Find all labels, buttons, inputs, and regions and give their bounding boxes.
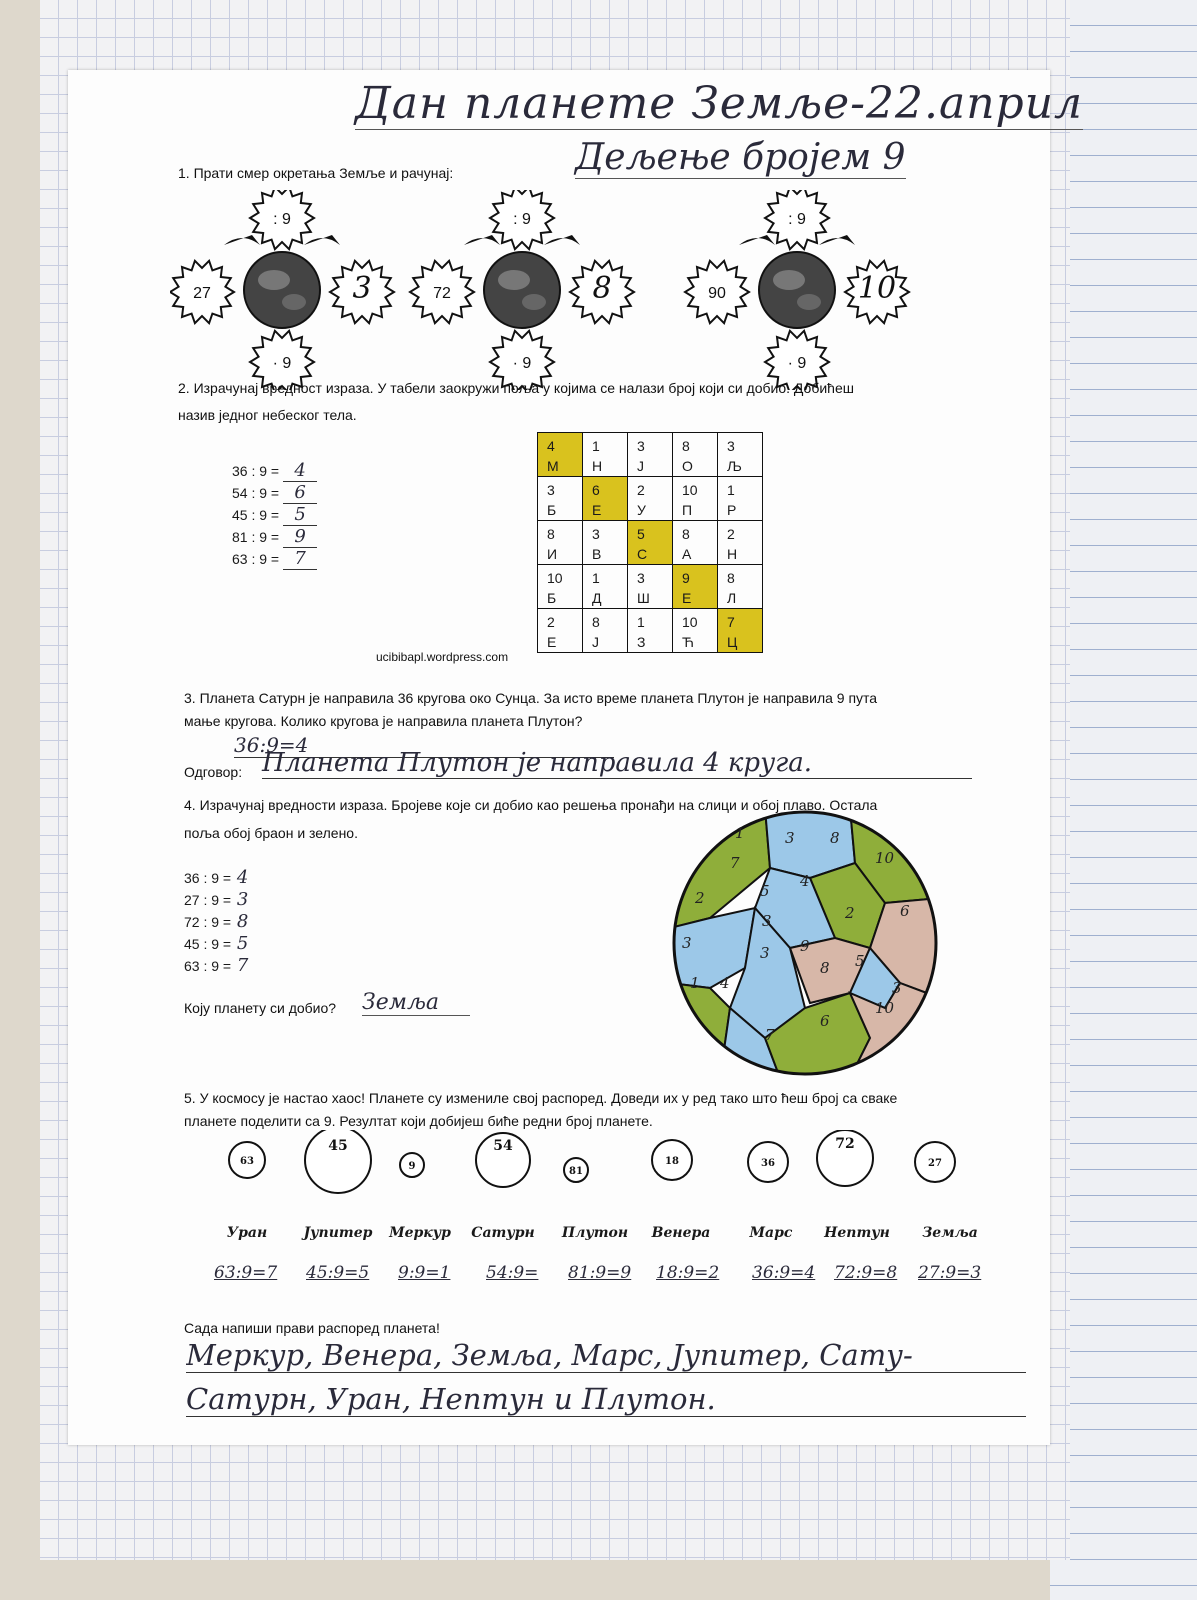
cell-number: 6 <box>592 482 600 498</box>
expression: 27 : 9 = <box>184 892 232 908</box>
planet-number: 27 <box>928 1158 942 1169</box>
rotation-arrow-icon <box>819 235 855 245</box>
task3-prompt-line2: мање кругова. Колико кругова је направила планета Плутон? <box>184 713 583 729</box>
cell-number: 3 <box>637 438 645 454</box>
planet-name: Уран <box>226 1225 268 1241</box>
cell-letter: С <box>637 546 648 562</box>
cell-number: 3 <box>727 438 735 454</box>
map-number: 10 <box>875 999 895 1017</box>
map-number: 3 <box>760 944 770 962</box>
handwritten-answer: 4 <box>231 867 249 888</box>
planet-equation: 18:9=2 <box>656 1263 720 1283</box>
handwritten-answer: 5 <box>283 504 317 526</box>
wheel-value-left: 27 <box>193 285 211 302</box>
map-number: 10 <box>875 849 895 867</box>
expression-row <box>232 526 317 548</box>
grid-cell <box>537 432 583 477</box>
wheel-value-top: : 9 <box>788 211 806 228</box>
cell-number: 10 <box>682 482 698 498</box>
map-number: 6 <box>900 902 910 920</box>
planet-equation: 54:9= <box>486 1263 539 1283</box>
planet-number: 72 <box>835 1136 855 1152</box>
grid-cell <box>537 476 583 521</box>
cell-number: 8 <box>592 614 600 630</box>
expression: 36 : 9 = <box>184 870 232 886</box>
cell-letter: Ћ <box>682 634 694 650</box>
right-notebook-page <box>1050 0 1197 1600</box>
cell-number: 2 <box>637 482 645 498</box>
letter-grid <box>537 432 767 657</box>
planet-name: Меркур <box>389 1225 451 1241</box>
task2-prompt-line2: назив једног небеског тела. <box>178 407 357 423</box>
cell-number: 8 <box>682 526 690 542</box>
planet-equation: 72:9=8 <box>834 1263 898 1283</box>
planet-equation: 81:9=9 <box>568 1263 632 1283</box>
cell-letter: А <box>682 546 692 562</box>
planet-name: Земља <box>922 1225 978 1241</box>
page-title: Дан планете Земље-22.април <box>355 78 1084 129</box>
planet-number: 36 <box>761 1158 775 1169</box>
handwritten-answer: 3 <box>231 889 249 910</box>
continent <box>797 294 821 310</box>
grid-cell <box>627 608 673 653</box>
grid-cell <box>672 520 718 565</box>
map-region <box>670 983 730 1078</box>
task5-prompt-line1: 5. У космосу је настао хаос! Планете су измениле свој распоред. Доведи их у ред тако што ћеш број са сваке <box>184 1090 898 1106</box>
cell-number: 3 <box>592 526 600 542</box>
wheel-value-left: 72 <box>433 285 451 302</box>
cell-letter: Р <box>727 502 737 518</box>
cell-number: 3 <box>547 482 555 498</box>
handwritten-answer: 6 <box>283 482 317 504</box>
task3-work: 36:9=4 <box>234 733 614 758</box>
cell-letter: Н <box>727 546 738 562</box>
wheel-value-right: 3 <box>352 271 372 306</box>
expression-row <box>184 955 248 976</box>
earth-globe-icon <box>484 252 560 328</box>
expression: 45 : 9 = <box>232 507 280 523</box>
expression: 81 : 9 = <box>232 529 280 545</box>
cell-letter: Н <box>592 458 603 474</box>
map-number: 1 <box>735 824 745 842</box>
grid-cell <box>582 520 628 565</box>
planet-number: 63 <box>240 1156 254 1167</box>
cell-number: 2 <box>547 614 555 630</box>
cell-number: 8 <box>547 526 555 542</box>
planet-name: Нептун <box>824 1225 890 1241</box>
wheel-value-right: 8 <box>592 271 612 306</box>
expression-row <box>232 460 317 482</box>
map-number: 5 <box>760 882 770 900</box>
expression-row <box>232 504 317 526</box>
cell-number: 2 <box>727 526 735 542</box>
map-number: 5 <box>855 952 865 970</box>
cell-letter: В <box>592 546 602 562</box>
cell-number: 1 <box>637 614 645 630</box>
grid-cell <box>537 564 583 609</box>
expression-row <box>232 548 317 570</box>
map-number: 7 <box>765 1026 775 1044</box>
earth-map <box>670 808 940 1078</box>
grid-cell <box>627 520 673 565</box>
grid-cell <box>627 476 673 521</box>
grid-cell <box>537 520 583 565</box>
planet-number: 9 <box>408 1161 416 1172</box>
grid-cell <box>582 608 628 653</box>
cell-number: 10 <box>547 570 563 586</box>
handwritten-answer: 7 <box>231 955 249 976</box>
cell-number: 5 <box>637 526 645 542</box>
map-number: 2 <box>695 889 705 907</box>
map-number: 3 <box>762 912 772 930</box>
cell-letter: У <box>637 502 646 518</box>
planets-row <box>200 1130 1000 1230</box>
cell-letter: П <box>682 502 693 518</box>
grid-cell <box>627 564 673 609</box>
cell-letter: Е <box>547 634 557 650</box>
cell-letter: И <box>547 546 558 562</box>
rotation-arrow-icon <box>739 235 775 245</box>
task4-prompt-line2: поља обој браон и зелено. <box>184 825 358 841</box>
cell-letter: Ј <box>592 634 599 650</box>
rotation-arrow-icon <box>224 235 260 245</box>
map-number: 3 <box>892 979 902 997</box>
expression: 36 : 9 = <box>232 463 280 479</box>
planet-equation: 27:9=3 <box>918 1263 982 1283</box>
cell-number: 8 <box>682 438 690 454</box>
planet-number: 45 <box>328 1138 348 1154</box>
cell-letter: З <box>637 634 646 650</box>
planet-number: 81 <box>569 1166 583 1177</box>
handwritten-answer: 9 <box>283 526 317 548</box>
planet-name: Марс <box>749 1225 793 1241</box>
wheel-value-bottom: · 9 <box>512 355 532 372</box>
planet-name: Плутон <box>561 1225 629 1241</box>
grid-cell <box>537 608 583 653</box>
continent <box>258 270 290 290</box>
wheel-value-left: 90 <box>708 285 726 302</box>
planet-number: 18 <box>665 1156 679 1167</box>
planet-name: Јупитер <box>303 1225 373 1241</box>
task4-question: Коју планету си добио? <box>184 1000 337 1016</box>
grid-cell <box>672 432 718 477</box>
grid-cell <box>627 432 673 477</box>
continent <box>498 270 530 290</box>
map-number: 4 <box>800 872 810 890</box>
rotation-arrow-icon <box>304 235 340 245</box>
final-order-line1: Меркур, Венера, Земља, Марс, Јупитер, Сату- <box>186 1338 1026 1373</box>
map-number: 8 <box>820 959 830 977</box>
handwritten-answer: 7 <box>283 548 317 570</box>
cell-letter: Б <box>547 590 557 606</box>
cell-number: 1 <box>592 438 600 454</box>
continent <box>282 294 306 310</box>
task2-prompt-line1: 2. Израчунај вредност израза. У табели заокружи поља у којима се налази број који си добио. Добићеш <box>178 380 854 396</box>
expression-row <box>184 911 248 932</box>
task1-wheels <box>170 190 950 390</box>
cell-letter: Љ <box>727 458 742 474</box>
cell-letter: Б <box>547 502 557 518</box>
earth-globe-icon <box>244 252 320 328</box>
cell-letter: Д <box>592 590 602 606</box>
cell-letter: Ј <box>637 458 644 474</box>
wheel-value-top: : 9 <box>273 211 291 228</box>
planet-equation: 9:9=1 <box>398 1263 451 1283</box>
answer-label: Одговор: <box>184 764 243 780</box>
source-credit: ucibibapl.wordpress.com <box>376 650 509 664</box>
grid-cell <box>717 476 763 521</box>
planet-equation: 63:9=7 <box>214 1263 278 1283</box>
map-number: 3 <box>785 829 795 847</box>
grid-cell <box>672 476 718 521</box>
task3-answer: Планета Плутон је направила 4 круга. <box>262 748 972 779</box>
cell-letter: Ц <box>727 634 738 650</box>
grid-cell <box>582 564 628 609</box>
continent <box>773 270 805 290</box>
cell-number: 9 <box>682 570 690 586</box>
final-prompt: Сада напиши прави распоред планета! <box>184 1320 440 1336</box>
cell-letter: Е <box>592 502 602 518</box>
grid-cell <box>582 432 628 477</box>
handwritten-answer: 8 <box>231 911 249 932</box>
grid-cell <box>717 520 763 565</box>
cell-number: 4 <box>547 438 555 454</box>
map-number: 6 <box>820 1012 830 1030</box>
planet-number: 54 <box>493 1138 513 1154</box>
final-order-line2: Сатурн, Уран, Нептун и Плутон. <box>186 1382 1026 1417</box>
expression: 54 : 9 = <box>232 485 280 501</box>
task3-prompt-line1: 3. Планета Сатурн је направила 36 кругова око Сунца. За исто време планета Плутон је направила 9 пута <box>184 690 878 706</box>
page-subtitle: Дељење бројем 9 <box>575 137 906 178</box>
expression-row <box>184 889 248 910</box>
cell-number: 1 <box>592 570 600 586</box>
task4-answer: Земља <box>362 990 470 1016</box>
map-number: 1 <box>690 974 700 992</box>
handwritten-answer: 4 <box>283 460 317 482</box>
cell-letter: О <box>682 458 693 474</box>
task4-prompt-line1: 4. Израчунај вредности израза. Бројеве које си добио као решења пронађи на слици и обој плаво. Остала <box>184 797 878 813</box>
cell-number: 3 <box>637 570 645 586</box>
cell-number: 8 <box>727 570 735 586</box>
handwritten-answer: 5 <box>231 933 249 954</box>
expression-row <box>184 933 248 954</box>
task1-prompt: 1. Прати смер окретања Земље и рачунај: <box>178 165 454 181</box>
cell-letter: Ш <box>637 590 650 606</box>
grid-cell <box>717 608 763 653</box>
planet-name: Сатурн <box>471 1225 535 1241</box>
grid-cell <box>672 564 718 609</box>
rotation-arrow-icon <box>544 235 580 245</box>
grid-cell <box>582 476 628 521</box>
cell-letter: Е <box>682 590 692 606</box>
earth-globe-icon <box>759 252 835 328</box>
grid-cell <box>672 608 718 653</box>
grid-cell <box>717 432 763 477</box>
wheel-value-bottom: · 9 <box>787 355 807 372</box>
cell-number: 1 <box>727 482 735 498</box>
map-number: 7 <box>730 854 740 872</box>
expression: 63 : 9 = <box>184 958 232 974</box>
map-number: 8 <box>830 829 840 847</box>
wheel-value-bottom: · 9 <box>272 355 292 372</box>
expression: 63 : 9 = <box>232 551 280 567</box>
expression-row <box>232 482 317 504</box>
task5-prompt-line2: планете поделити са 9. Резултат који добијеш биће редни број планете. <box>184 1113 653 1129</box>
map-number: 2 <box>845 904 855 922</box>
expression: 45 : 9 = <box>184 936 232 952</box>
map-number: 4 <box>720 974 730 992</box>
planet-equation: 45:9=5 <box>306 1263 370 1283</box>
wheel-value-right: 10 <box>857 271 897 306</box>
map-number: 3 <box>682 934 692 952</box>
grid-cell <box>717 564 763 609</box>
cell-number: 7 <box>727 614 735 630</box>
rotation-arrow-icon <box>464 235 500 245</box>
map-number: 9 <box>800 937 810 955</box>
planet-name: Венера <box>651 1225 711 1241</box>
cell-number: 10 <box>682 614 698 630</box>
expression: 72 : 9 = <box>184 914 232 930</box>
wheel-value-top: : 9 <box>513 211 531 228</box>
cell-letter: М <box>547 458 559 474</box>
cell-letter: Л <box>727 590 737 606</box>
continent <box>522 294 546 310</box>
planet-equation: 36:9=4 <box>752 1263 816 1283</box>
expression-row <box>184 867 248 888</box>
